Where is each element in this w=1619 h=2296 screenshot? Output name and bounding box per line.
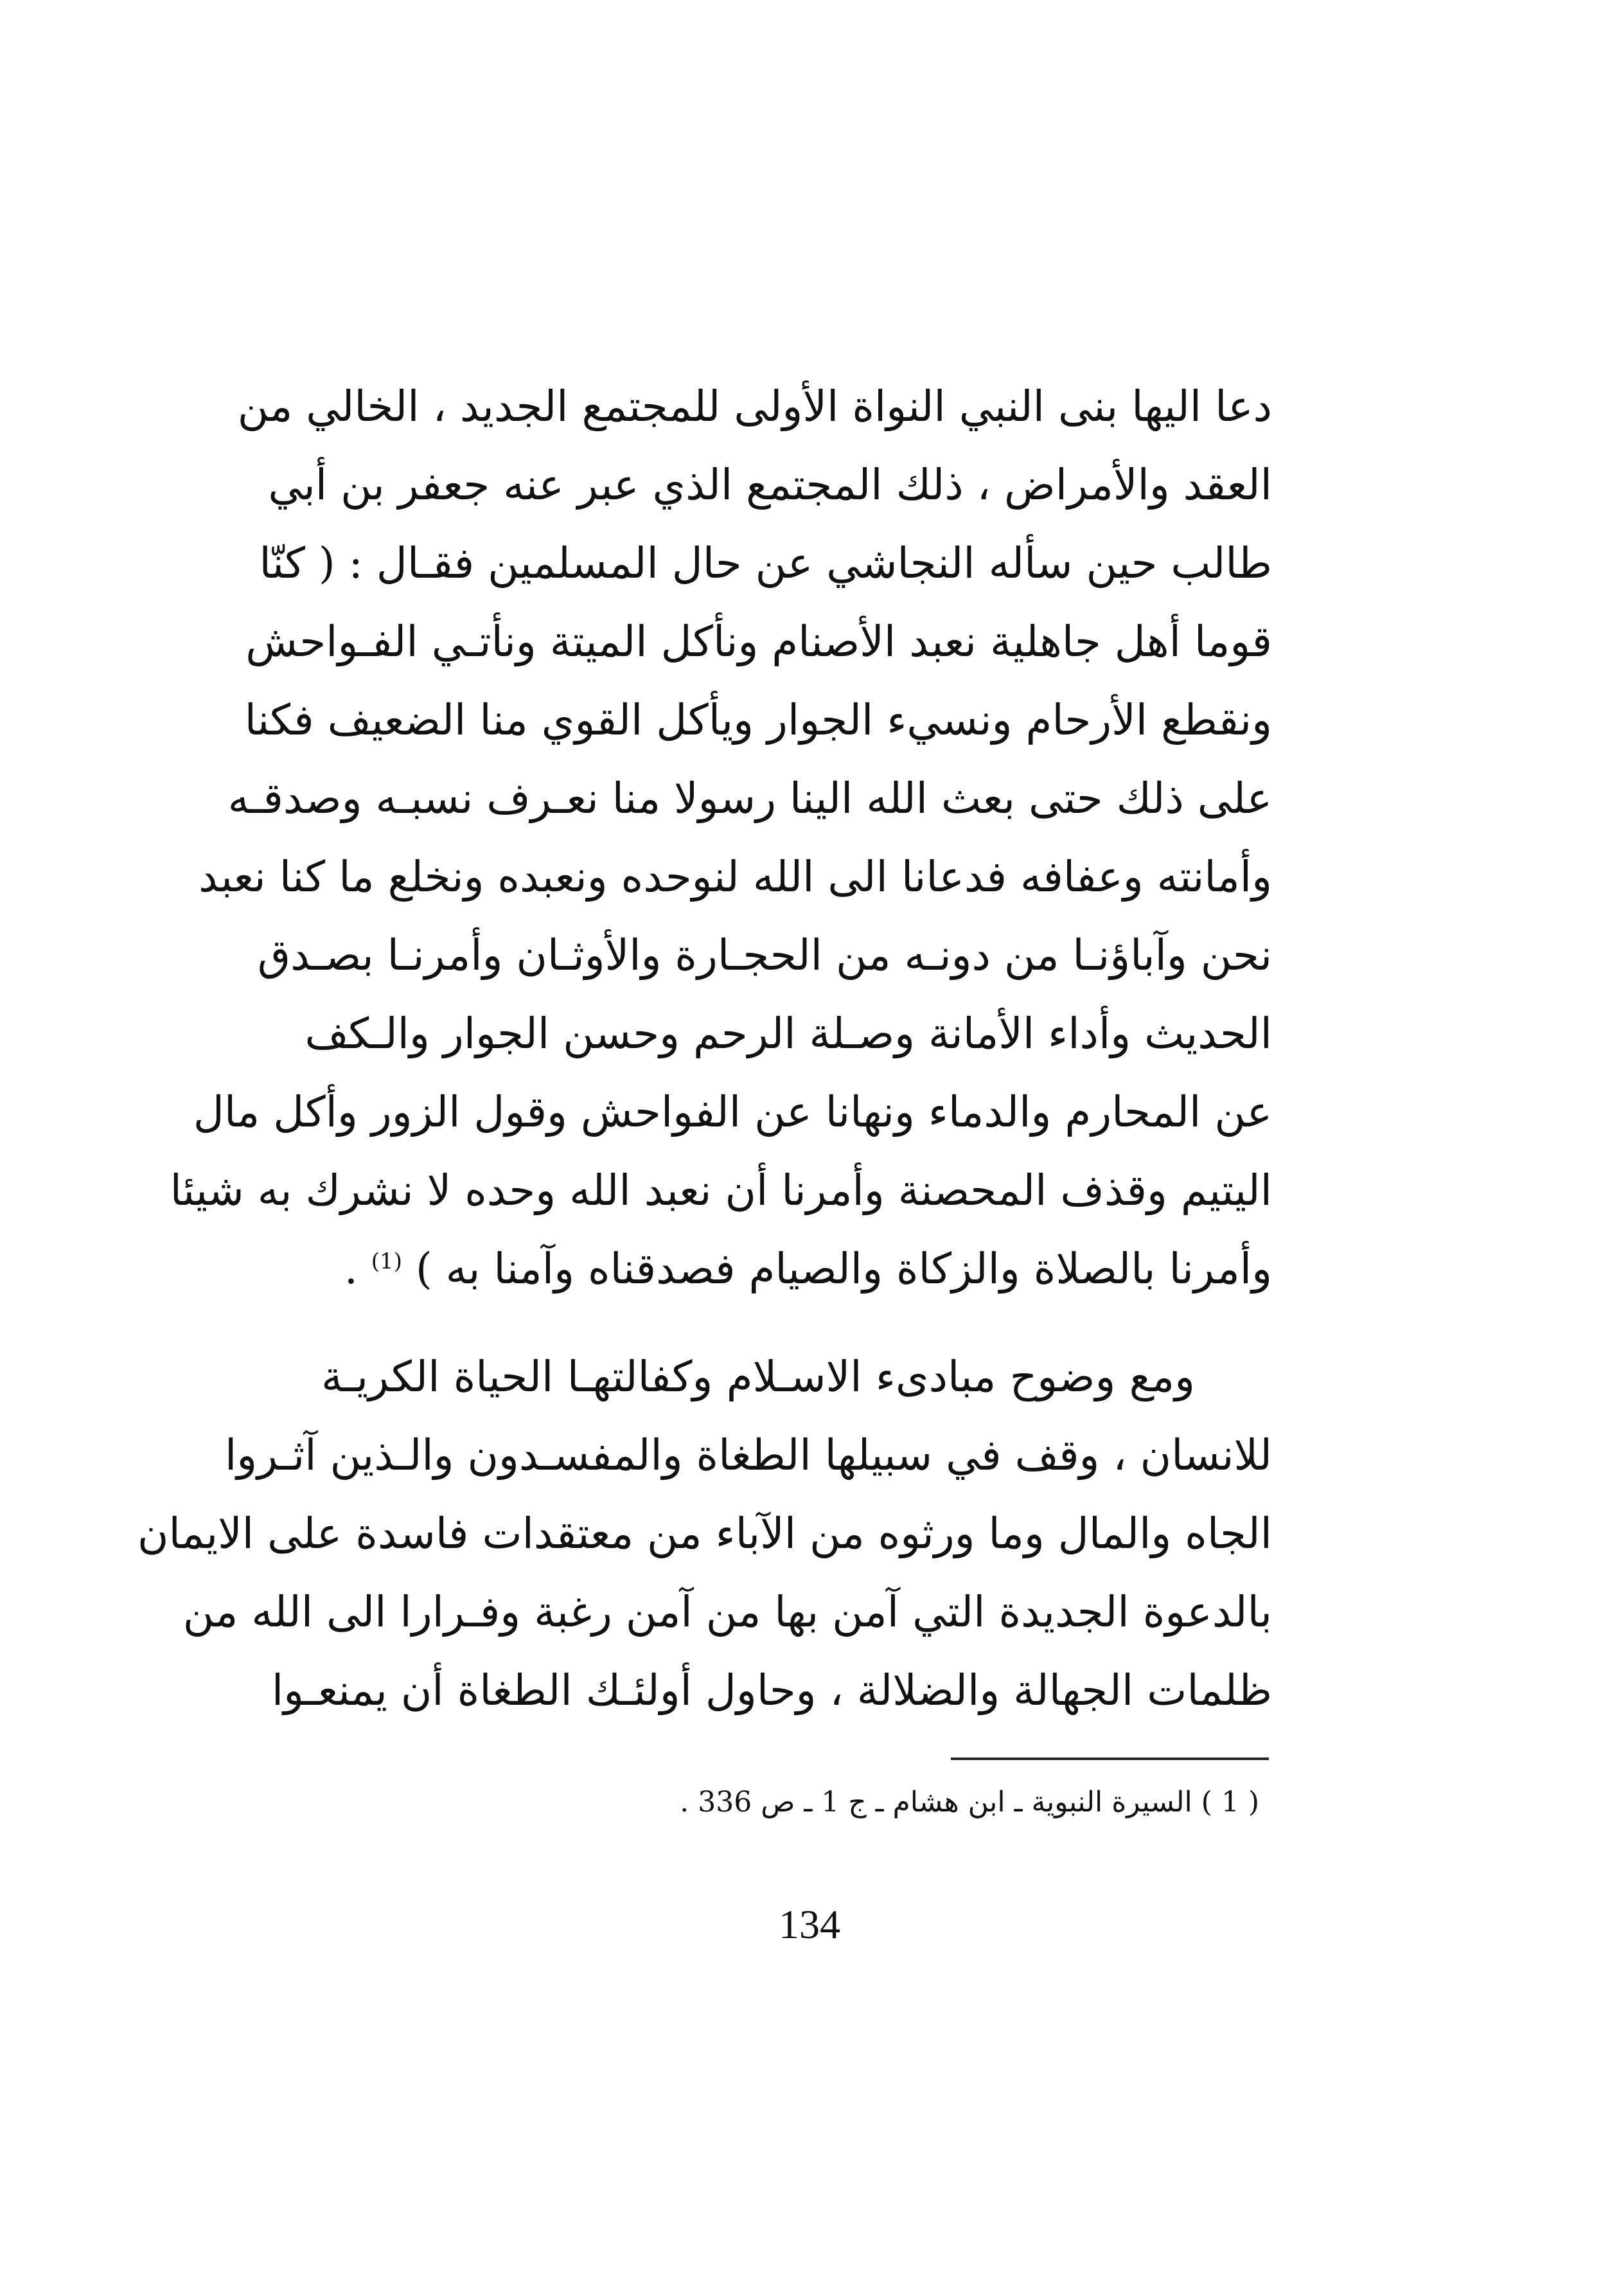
text-line: دعا اليها بنى النبي النواة الأولى للمجتمع الجديد ، الخالي من — [237, 382, 1272, 431]
text-line-indented: ومع وضوح مبادىء الاسـلام وكفالتهـا الحياة الكريـة — [321, 1352, 1195, 1402]
closing-dot: . — [344, 1244, 358, 1294]
text-line: الجاه والمال وما ورثوه من الآباء من معتقدات فاسدة على الايمان — [137, 1509, 1272, 1558]
text-line: ونقطع الأرحام ونسيء الجوار ويأكل القوي منا الضعيف فكنا — [244, 695, 1272, 745]
footnote-divider — [951, 1758, 1269, 1760]
footnote-marker: (1) — [371, 1249, 402, 1274]
text-line-content: وأمرنا بالصلاة والزكاة والصيام فصدقناه وآمنا به ) — [415, 1244, 1272, 1294]
text-line: قوما أهل جاهلية نعبد الأصنام ونأكل الميتة ونأتـي الفـواحش — [245, 617, 1272, 666]
paragraph-1 — [170, 368, 1272, 1308]
paragraph-2 — [137, 1338, 1272, 1730]
text-line: الحديث وأداء الأمانة وصـلة الرحم وحسن الجوار والـكف — [305, 1009, 1272, 1058]
text-line: اليتيم وقذف المحصنة وأمرنا أن نعبد الله وحده لا نشرك به شيئا — [170, 1166, 1272, 1215]
text-line: ظلمات الجهالة والضلالة ، وحاول أولئـك الطغاة أن يمنعـوا — [271, 1666, 1272, 1715]
text-line: وأمانته وعفافه فدعانا الى الله لنوحده ونعبده ونخلع ما كنا نعبد — [199, 852, 1272, 902]
text-line: على ذلك حتى بعث الله الينا رسولا منا نعـرف نسبـه وصدقـه — [227, 774, 1272, 823]
text-line: العقد والأمراض ، ذلك المجتمع الذي عبر عنه جعفر بن أبي — [268, 460, 1272, 510]
footnote: ( 1 ) السيرة النبوية ـ ابن هشام ـ ج 1 ـ ص 336 . — [680, 1786, 1259, 1819]
text-line: للانسان ، وقف في سبيلها الطغاة والمفسـدون والـذين آثـروا — [224, 1430, 1272, 1480]
page-number: 134 — [779, 1901, 840, 1947]
text-line: طالب حين سأله النجاشي عن حال المسلمين فقـال : ( كنّا — [259, 538, 1272, 588]
text-line-last — [321, 1230, 1272, 1308]
text-line: بالدعوة الجديدة التي آمن بها من آمن رغبة وفـرارا الى الله من — [182, 1587, 1272, 1637]
text-line: عن المحارم والدماء ونهانا عن الفواحش وقول الزور وأكل مال — [193, 1087, 1272, 1137]
text-line: نحن وآباؤنـا من دونـه من الحجـارة والأوثـان وأمرنـا بصـدق — [257, 930, 1272, 980]
